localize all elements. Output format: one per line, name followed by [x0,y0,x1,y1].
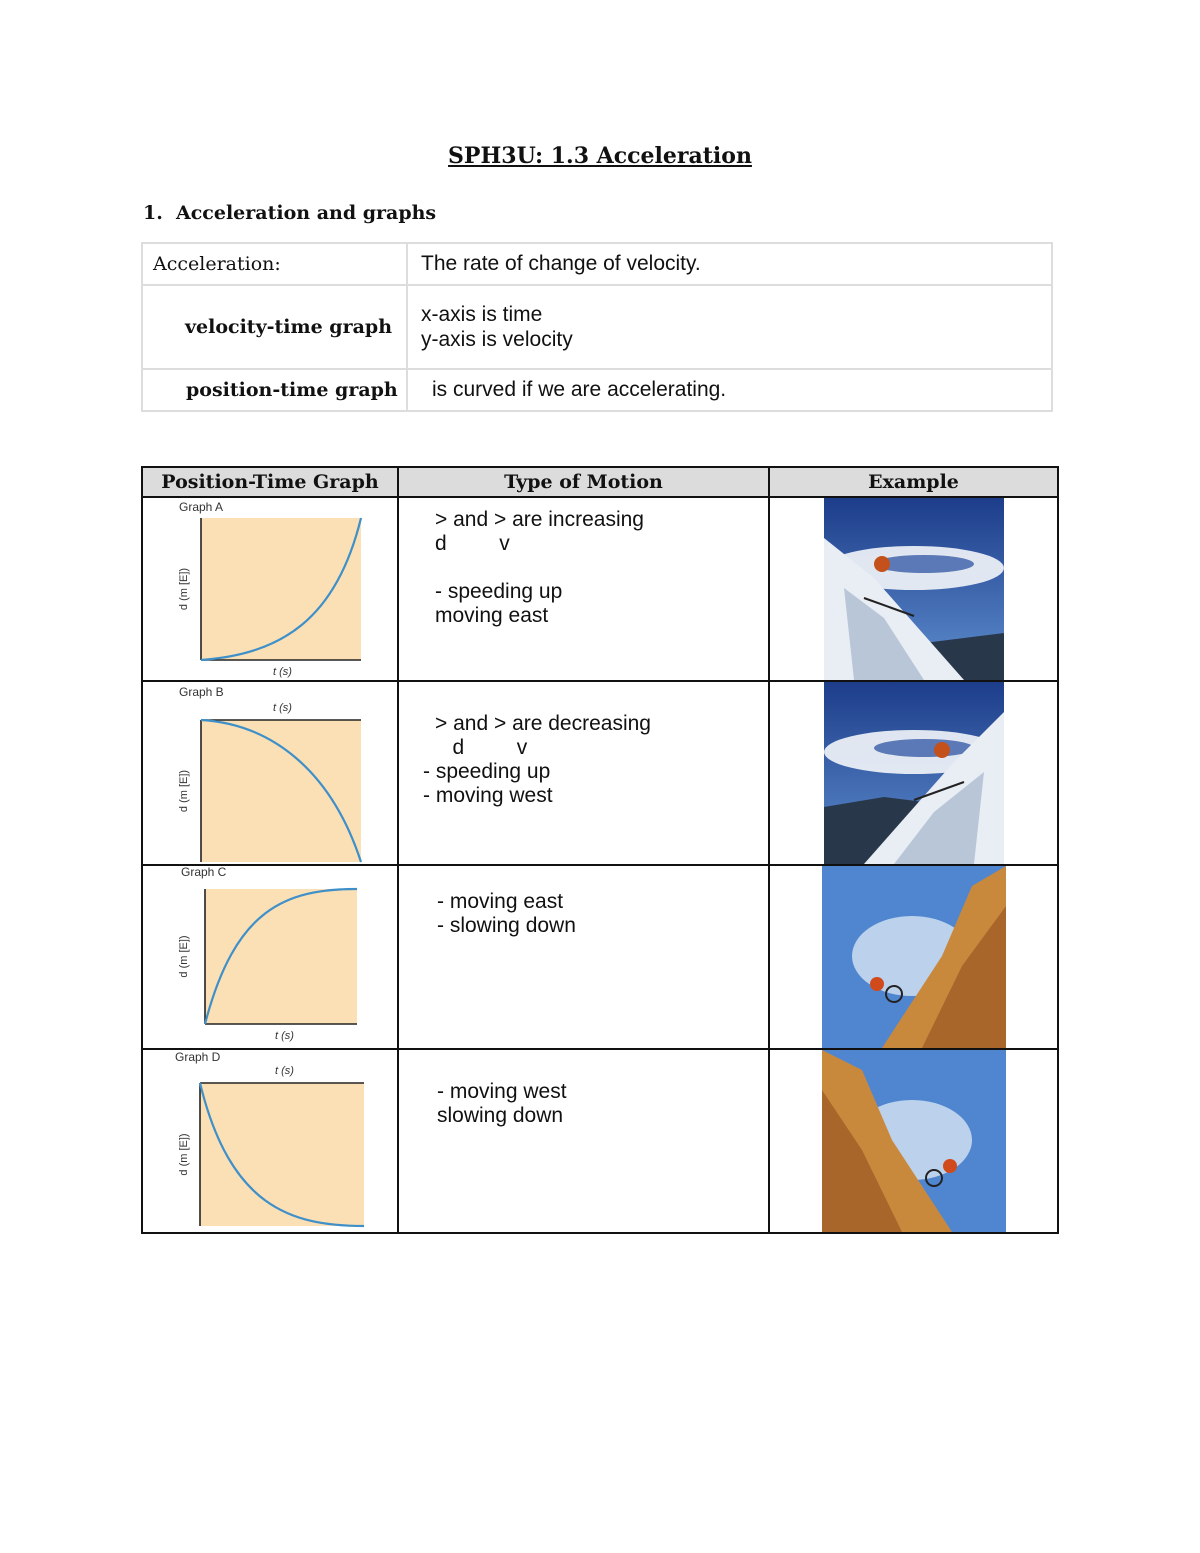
motion-description [423,712,651,808]
definition-row [142,369,1052,411]
example-photo [822,866,1008,1048]
motion-line: - moving east [437,890,564,913]
motion-line: > and > are increasing [435,508,644,531]
cloud-gap [874,739,974,757]
motion-description-cell [398,865,769,1049]
position-time-graph [143,866,397,1048]
cyclist [943,1159,957,1173]
motion-row [142,1049,1058,1233]
motion-description-cell [398,681,769,865]
y-axis-label: d (m [E]) [178,567,190,611]
motion-line: moving east [435,604,549,627]
motion-line [435,556,644,580]
page-title: SPH3U: 1.3 Acceleration [448,143,752,169]
motion-row [142,681,1058,865]
definition-term: velocity-time graph [142,285,407,369]
motion-line: - speeding up [423,760,551,783]
motion-description [437,1080,567,1128]
motion-line: slowing down [437,1104,564,1127]
motion-line: - slowing down [437,914,576,937]
definition-line: y-axis is velocity [421,328,573,351]
plot-area [201,720,361,862]
definition-line: x-axis is time [421,303,543,326]
definition-row [142,285,1052,369]
position-time-graph [143,682,397,864]
definition-value: The rate of change of velocity. [407,243,1052,285]
motion-table-header [142,467,1058,497]
motion-row [142,865,1058,1049]
position-time-graph [143,1050,397,1232]
motion-line: d v [435,532,510,555]
position-time-graph [143,498,397,680]
example-cell [769,497,1058,681]
graph-label: Graph B [179,685,224,699]
example-photo [824,682,1010,864]
section-heading [143,202,436,224]
cyclist [870,977,884,991]
definition-value: is curved if we are accelerating. [407,369,1052,411]
example-photo [822,1050,1008,1232]
example-cell [769,1049,1058,1233]
y-axis-label: d (m [E]) [178,1133,190,1176]
y-axis-label: d (m [E]) [178,769,190,813]
motion-description [435,508,644,628]
definition-row [142,243,1052,285]
header-type-of-motion: Type of Motion [398,467,769,497]
section-heading-text: Acceleration and graphs [176,202,437,224]
motion-description-cell [398,497,769,681]
example-cell [769,865,1058,1049]
definition-table [141,242,1053,412]
motion-line: d v [435,736,528,759]
skier [874,556,890,572]
graph-cell [142,681,398,865]
x-axis-label: t (s) [275,1065,294,1077]
example-cell [769,681,1058,865]
motion-table [141,466,1059,1234]
graph-cell [142,497,398,681]
x-axis-label: t (s) [275,1030,294,1042]
plot-area [205,889,357,1024]
motion-description [437,890,576,938]
motion-line: > and > are decreasing [435,712,651,735]
header-position-time-graph: Position-Time Graph [142,467,398,497]
definition-term: Acceleration: [142,243,407,285]
plot-area [200,1083,364,1226]
motion-line: - moving west [423,784,553,807]
graph-label: Graph D [175,1050,221,1064]
graph-label: Graph C [181,866,227,879]
header-example: Example [769,467,1058,497]
definition-term: position-time graph [142,369,407,411]
example-photo [824,498,1010,680]
motion-line: - speeding up [435,580,563,603]
x-axis-label: t (s) [273,666,292,678]
motion-description-cell [398,1049,769,1233]
skier [934,742,950,758]
graph-cell [142,1049,398,1233]
section-number: 1. [143,202,163,224]
graph-cell [142,865,398,1049]
x-axis-label: t (s) [273,702,292,714]
graph-label: Graph A [179,500,224,514]
motion-line: - moving west [437,1080,567,1103]
y-axis-label: d (m [E]) [178,935,190,978]
motion-row [142,497,1058,681]
definition-value [407,285,1052,369]
